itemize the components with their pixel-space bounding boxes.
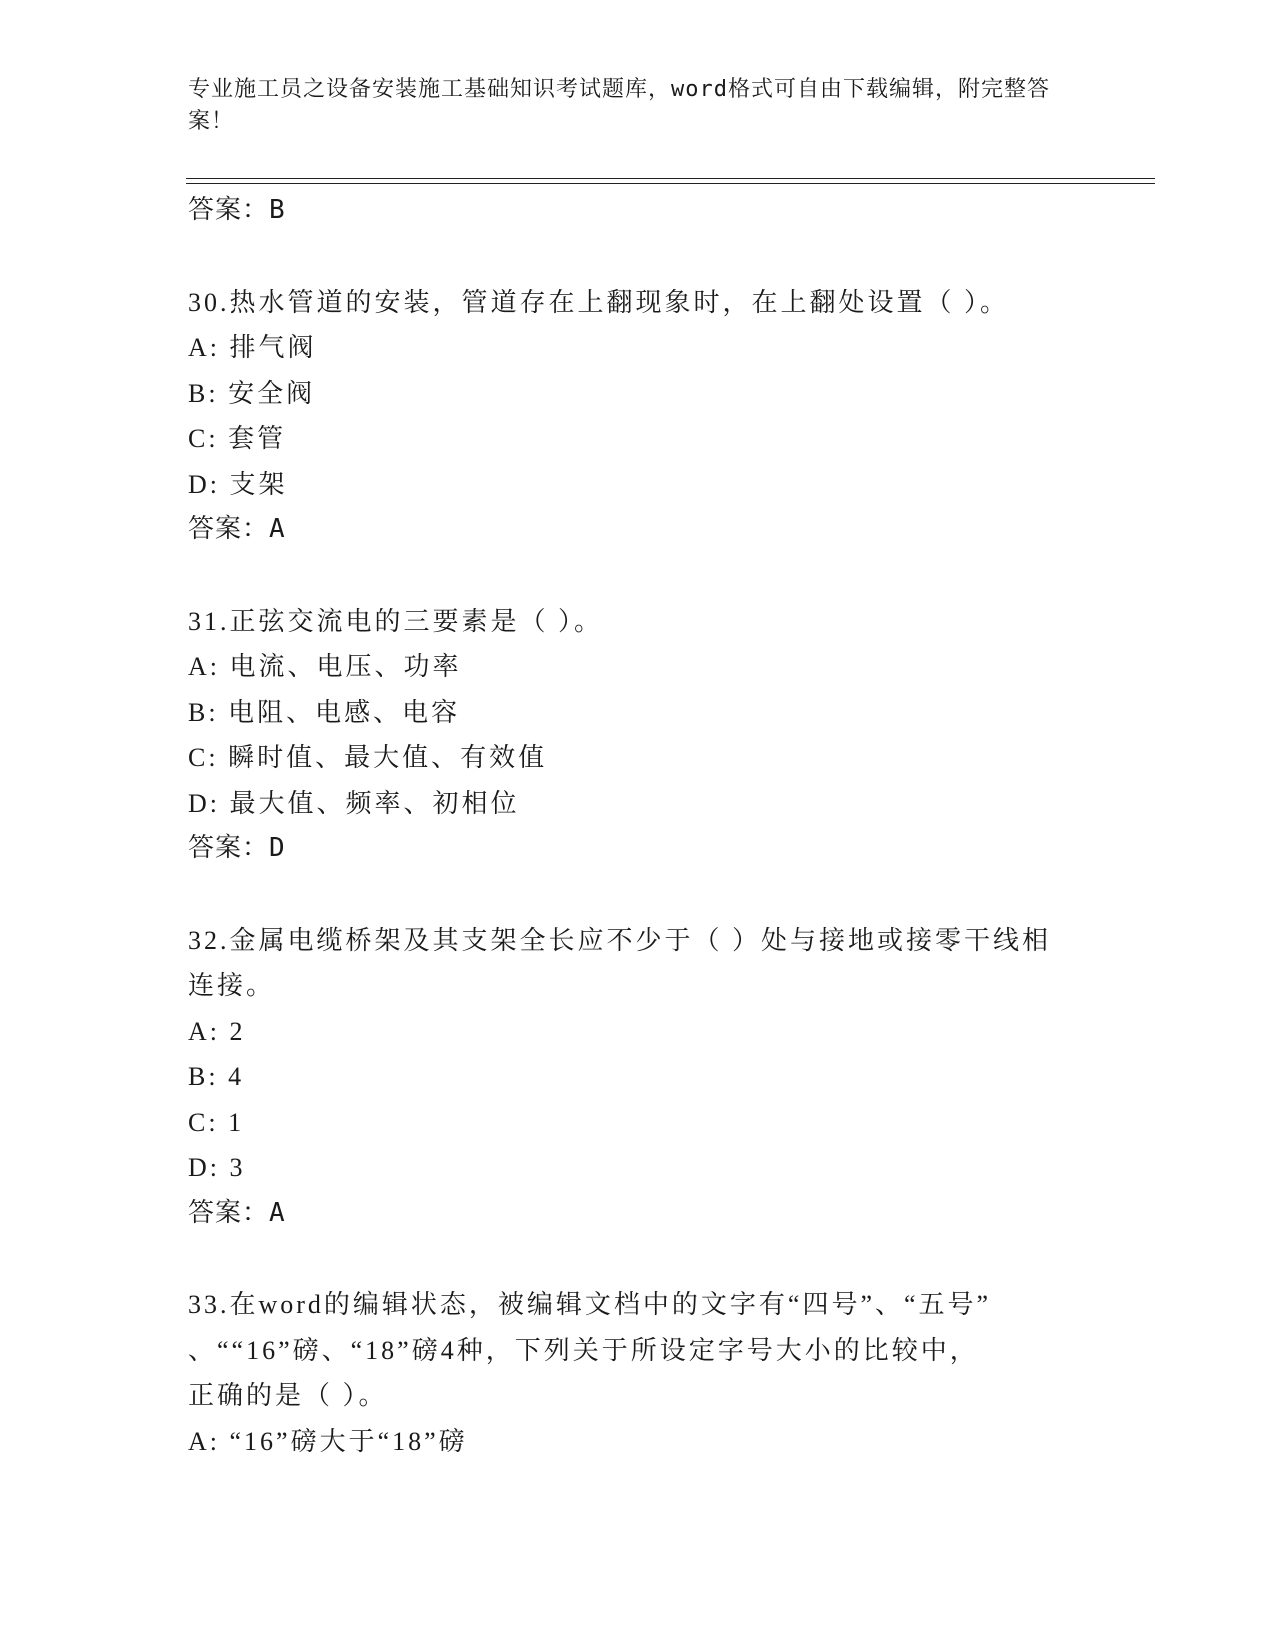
- document-header: 专业施工员之设备安装施工基础知识考试题库，word格式可自由下载编辑，附完整答案！: [188, 77, 1050, 134]
- option-d: D: 3: [188, 1153, 246, 1182]
- option-d: D: 最大值、频率、初相位: [188, 788, 520, 818]
- question-stem-line-2: 连接。: [188, 971, 276, 1000]
- question-stem-line-3: 正确的是（ ）。: [188, 1381, 388, 1410]
- question-stem: 31.正弦交流电的三要素是（ ）。: [188, 606, 604, 636]
- option-b: B: 4: [188, 1062, 245, 1091]
- header-divider-top: [186, 178, 1155, 179]
- option-a: A: 电流、电压、功率: [188, 652, 462, 681]
- question-stem-line-1: 32.金属电缆桥架及其支架全长应不少于（ ）处与接地或接零干线相: [188, 925, 1052, 955]
- answer: 答案：A: [188, 1197, 286, 1228]
- previous-answer: 答案：B: [188, 195, 286, 225]
- option-c: C: 瞬时值、最大值、有效值: [188, 743, 548, 772]
- question-33: [188, 1282, 1078, 1464]
- option-c: C: 套管: [188, 424, 287, 453]
- question-30: [188, 280, 1078, 553]
- option-a: A: “16”磅大于“18”磅: [188, 1426, 468, 1456]
- spacer: [188, 1236, 1078, 1282]
- option-b: B: 电阻、电感、电容: [188, 697, 461, 727]
- spacer: [188, 872, 1078, 918]
- option-d: D: 支架: [188, 469, 288, 499]
- answer: 答案：A: [188, 514, 286, 544]
- question-31: [188, 599, 1078, 872]
- option-b: B: 安全阀: [188, 378, 316, 408]
- header-divider-bottom: [186, 183, 1155, 184]
- option-c: C: 1: [188, 1107, 245, 1137]
- question-list: [188, 188, 1078, 1464]
- spacer: [188, 234, 1078, 280]
- answer: 答案：D: [188, 833, 286, 863]
- question-stem: 30.热水管道的安装，管道存在上翻现象时，在上翻处设置（ ）。: [188, 287, 1010, 317]
- option-a: A: 2: [188, 1016, 246, 1046]
- option-a: A: 排气阀: [188, 333, 317, 362]
- question-32: [188, 918, 1078, 1237]
- question-stem-line-1: 33.在word的编辑状态，被编辑文档中的文字有“四号”、“五号”: [188, 1290, 992, 1319]
- question-stem-line-2: 、““16”磅、“18”磅4种，下列关于所设定字号大小的比较中，: [188, 1335, 979, 1365]
- spacer: [188, 553, 1078, 599]
